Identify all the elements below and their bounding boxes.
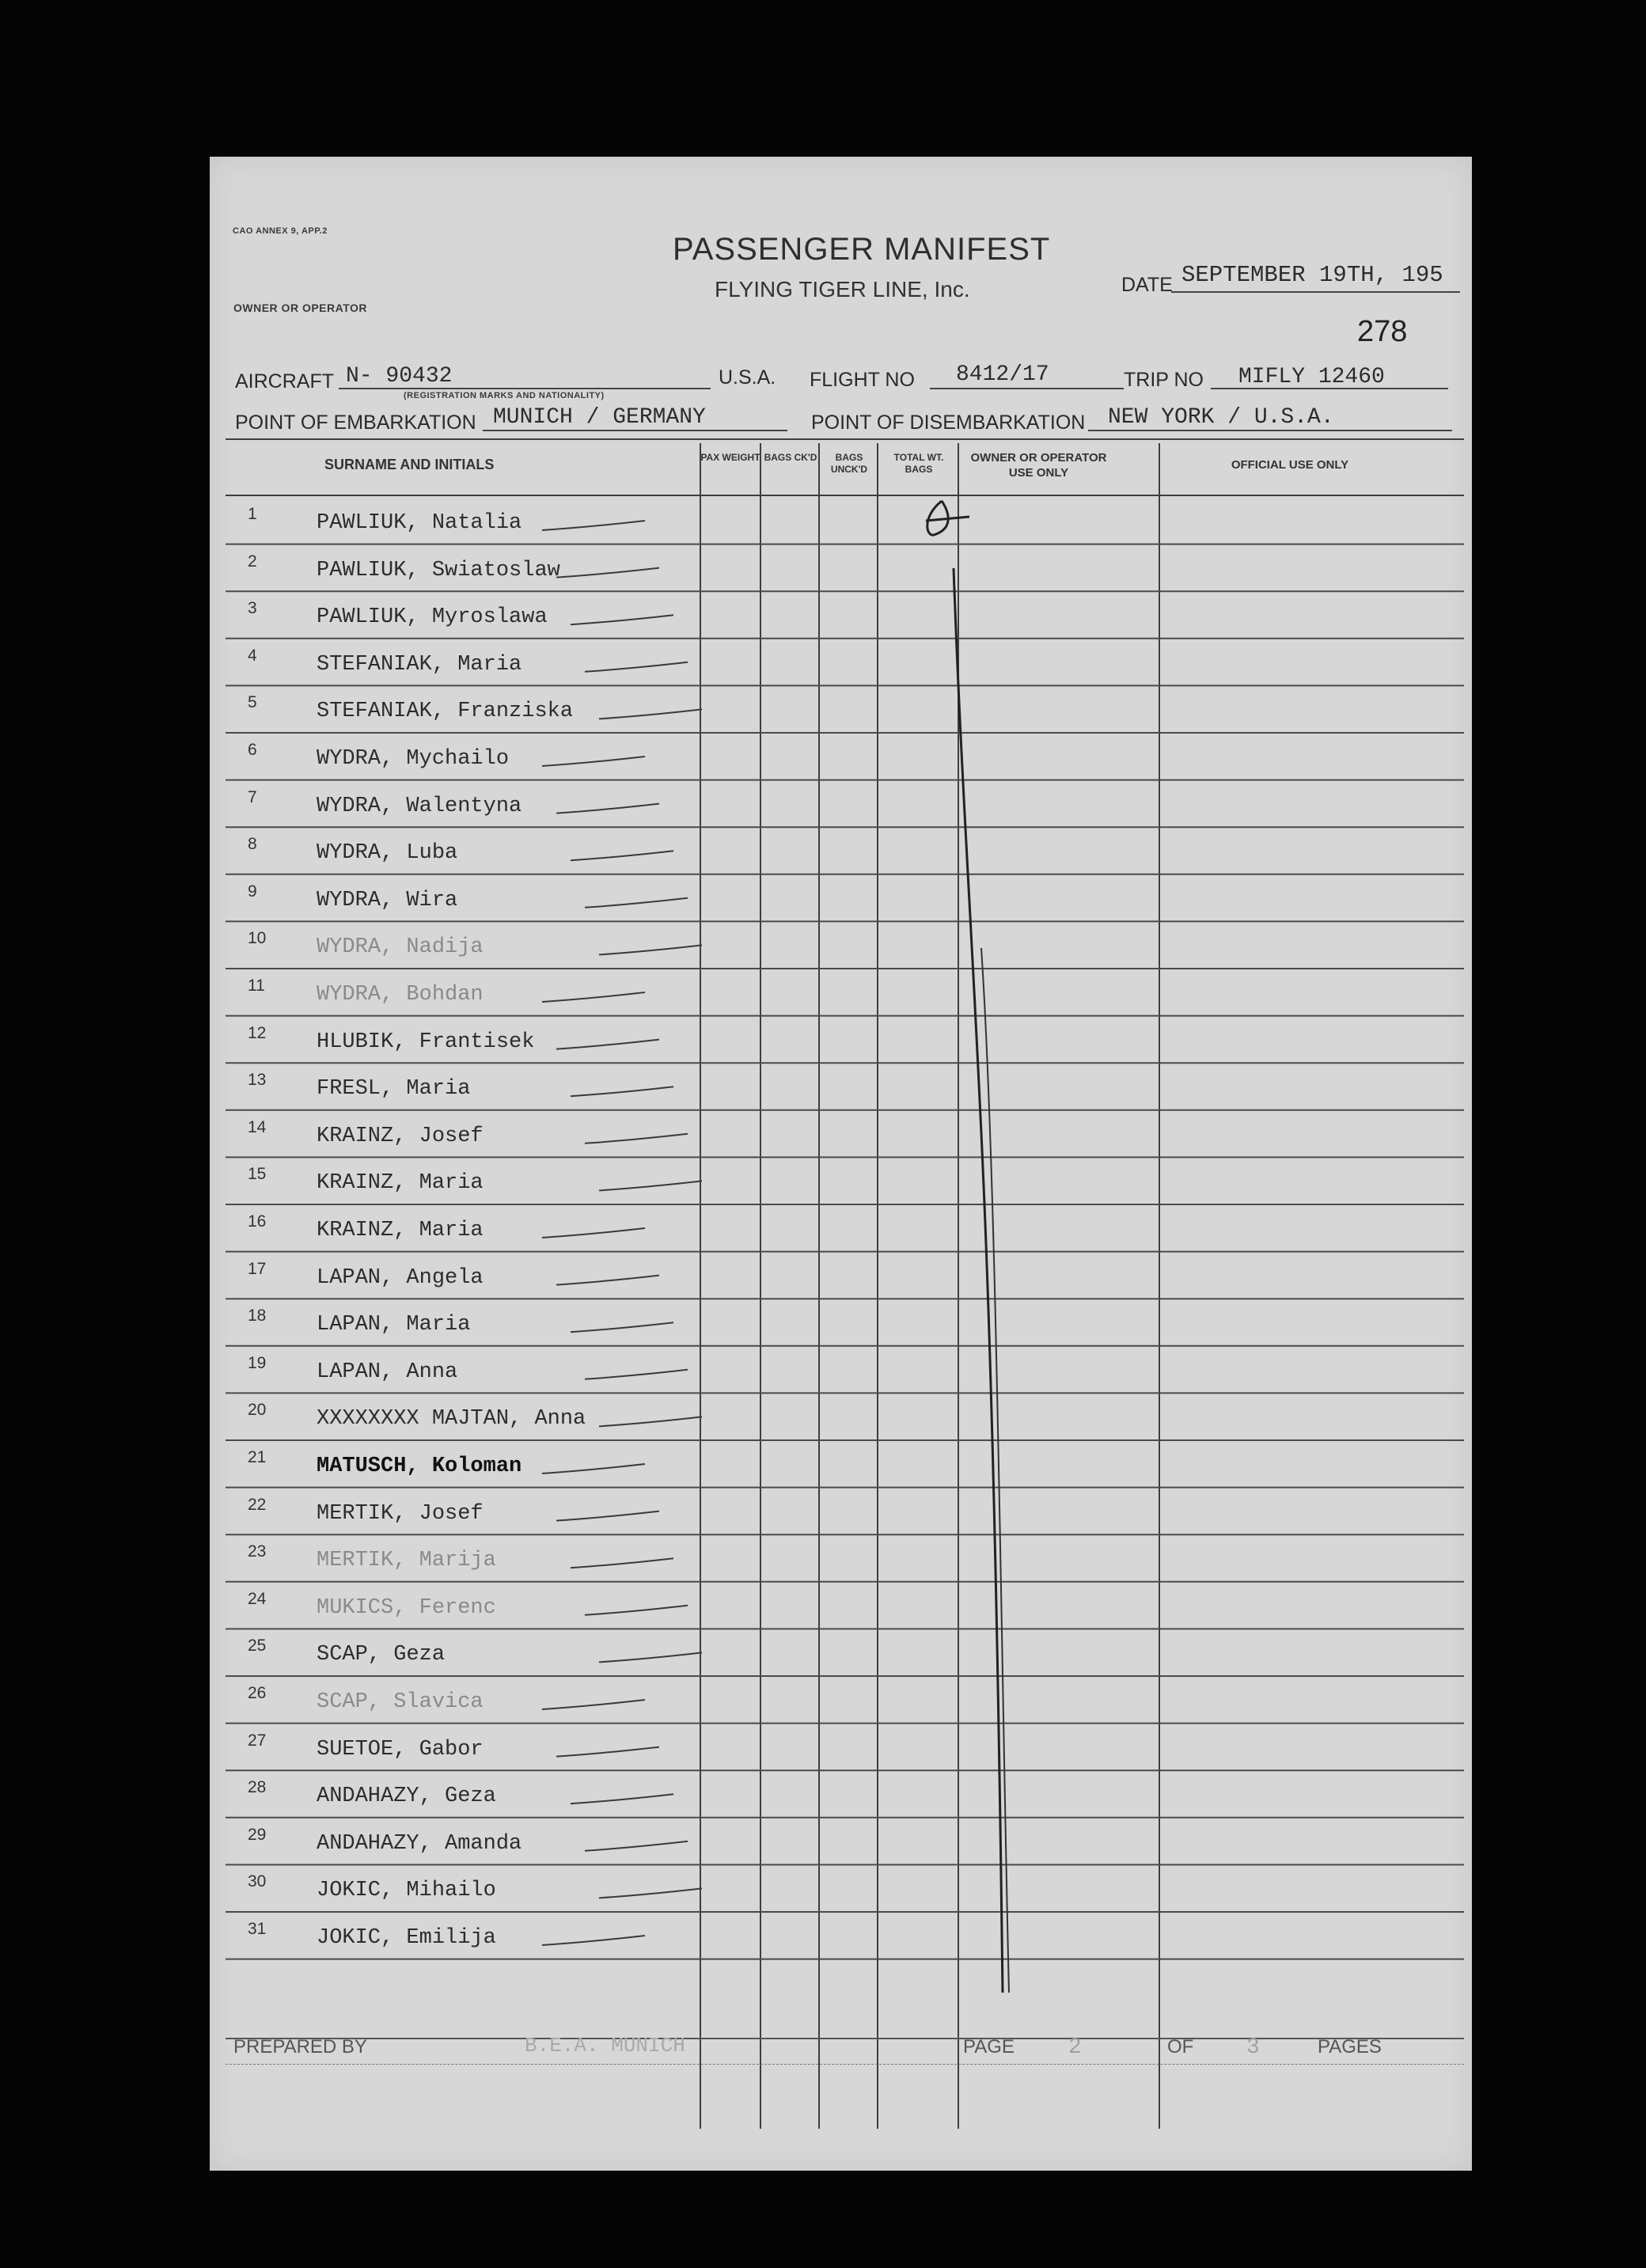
row-number: 2 bbox=[248, 552, 257, 571]
col-bags-ckd-header: BAGS CK'D bbox=[764, 452, 817, 463]
row-number: 8 bbox=[248, 835, 257, 854]
passenger-name: ANDAHAZY, Geza bbox=[317, 1784, 496, 1809]
passenger-name: XXXXXXXX MAJTAN, Anna bbox=[317, 1407, 586, 1432]
passenger-name: MERTIK, Marija bbox=[317, 1549, 496, 1573]
passenger-name: KRAINZ, Maria bbox=[317, 1171, 484, 1196]
pencil-dash bbox=[599, 709, 702, 719]
pencil-dash bbox=[599, 1888, 702, 1898]
col-bags-unckd-header: BAGS UNCK'D bbox=[830, 452, 868, 475]
flight-value: 8412/17 bbox=[956, 362, 1049, 387]
passenger-name: MATUSCH, Koloman bbox=[317, 1454, 522, 1478]
manifest-sheet bbox=[210, 157, 1472, 2171]
passenger-name: WYDRA, Luba bbox=[317, 841, 458, 866]
row-number: 23 bbox=[248, 1542, 267, 1561]
pencil-dash bbox=[585, 898, 688, 908]
pencil-dash bbox=[571, 615, 673, 624]
pencil-dash bbox=[542, 1936, 645, 1945]
page-stamp-number: 278 bbox=[1357, 315, 1408, 348]
row-number: 26 bbox=[248, 1684, 267, 1702]
pencil-dash bbox=[585, 1134, 688, 1143]
pencil-dash bbox=[585, 1606, 688, 1615]
row-number: 28 bbox=[248, 1778, 267, 1797]
disembark-label: POINT OF DISEMBARKATION bbox=[811, 412, 1086, 434]
pencil-dash bbox=[571, 1794, 673, 1803]
pencil-dash bbox=[542, 1228, 645, 1238]
row-number: 12 bbox=[248, 1023, 267, 1042]
passenger-name: ANDAHAZY, Amanda bbox=[317, 1831, 522, 1856]
row-number: 15 bbox=[248, 1165, 267, 1184]
row-number: 6 bbox=[248, 741, 257, 759]
passenger-name: FRESL, Maria bbox=[317, 1077, 471, 1102]
row-number: 31 bbox=[248, 1920, 267, 1938]
pencil-dash bbox=[542, 1700, 645, 1709]
passenger-name: WYDRA, Walentyna bbox=[317, 794, 522, 818]
page-label: PAGE bbox=[963, 2036, 1015, 2058]
passenger-name: WYDRA, Nadija bbox=[317, 935, 484, 960]
pencil-dash bbox=[585, 1370, 688, 1379]
row-number: 11 bbox=[248, 977, 265, 995]
passenger-name: STEFANIAK, Franziska bbox=[317, 700, 574, 724]
aircraft-label: AIRCRAFT bbox=[235, 370, 334, 393]
pencil-dash bbox=[542, 1464, 645, 1473]
row-number: 3 bbox=[248, 599, 257, 618]
pencil-dash bbox=[556, 1040, 659, 1049]
pencil-dash bbox=[585, 662, 688, 672]
row-number: 21 bbox=[248, 1448, 267, 1466]
pencil-dash bbox=[571, 1322, 673, 1332]
nationality-label: U.S.A. bbox=[719, 366, 776, 389]
passenger-name: WYDRA, Mychailo bbox=[317, 747, 510, 771]
pencil-dash bbox=[542, 992, 645, 1002]
pencil-dash bbox=[571, 1558, 673, 1568]
col-official-use-header: OFFICIAL USE ONLY bbox=[1231, 458, 1349, 472]
pencil-dash bbox=[599, 1652, 702, 1662]
pencil-dash bbox=[556, 804, 659, 814]
row-number: 17 bbox=[248, 1259, 267, 1278]
pencil-dash bbox=[556, 1511, 659, 1521]
col-pax-weight-header: PAX WEIGHT bbox=[700, 452, 760, 463]
passenger-name: LAPAN, Anna bbox=[317, 1360, 458, 1384]
pencil-dash bbox=[599, 945, 702, 954]
footer-rule-lower bbox=[226, 2064, 1464, 2065]
pencil-dash bbox=[599, 1417, 702, 1426]
row-number: 27 bbox=[248, 1731, 267, 1750]
row-number: 16 bbox=[248, 1212, 267, 1231]
trip-label: TRIP NO bbox=[1124, 369, 1204, 391]
embark-value: MUNICH / GERMANY bbox=[493, 405, 706, 430]
passenger-name: MERTIK, Josef bbox=[317, 1501, 484, 1526]
pencil-dash bbox=[571, 1087, 673, 1096]
row-number: 5 bbox=[248, 693, 257, 712]
passenger-name: SCAP, Slavica bbox=[317, 1690, 484, 1714]
embark-label: POINT OF EMBARKATION bbox=[235, 412, 476, 434]
flight-label: FLIGHT NO bbox=[810, 369, 915, 391]
row-number: 10 bbox=[248, 929, 267, 948]
date-label: DATE bbox=[1121, 274, 1173, 296]
footer-rule bbox=[226, 2038, 1464, 2039]
aircraft-value: N- 90432 bbox=[346, 364, 453, 389]
of-value: 3 bbox=[1246, 2035, 1260, 2060]
pencil-dash bbox=[556, 1276, 659, 1285]
date-value: SEPTEMBER 19TH, 195 bbox=[1181, 262, 1443, 288]
trip-value: MIFLY 12460 bbox=[1238, 365, 1385, 389]
pencil-dash bbox=[556, 1747, 659, 1757]
passenger-name: STEFANIAK, Maria bbox=[317, 652, 522, 677]
owner-label: OWNER OR OPERATOR bbox=[233, 302, 367, 314]
manifest-title: PASSENGER MANIFEST bbox=[673, 232, 1051, 267]
page-value: 2 bbox=[1068, 2035, 1082, 2060]
handwritten-mark bbox=[926, 501, 969, 535]
row-number: 25 bbox=[248, 1637, 267, 1655]
row-number: 9 bbox=[248, 882, 257, 901]
row-number: 22 bbox=[248, 1495, 267, 1514]
prepared-by-label: PREPARED BY bbox=[233, 2036, 367, 2058]
prepared-by-value: B.E.A. MUNICH bbox=[525, 2034, 685, 2058]
handwritten-vertical-line-2 bbox=[981, 948, 1009, 1993]
airline-name: FLYING TIGER LINE, Inc. bbox=[715, 277, 970, 302]
row-number: 24 bbox=[248, 1589, 267, 1608]
passenger-name: WYDRA, Wira bbox=[317, 888, 458, 912]
passenger-name: WYDRA, Bohdan bbox=[317, 983, 484, 1007]
pencil-dash bbox=[571, 851, 673, 860]
passenger-name: PAWLIUK, Myroslawa bbox=[317, 605, 548, 630]
col-surname-header: SURNAME AND INITIALS bbox=[324, 457, 495, 472]
row-number: 13 bbox=[248, 1071, 267, 1090]
row-number: 1 bbox=[248, 505, 257, 523]
passenger-name: JOKIC, Emilija bbox=[317, 1926, 496, 1950]
passenger-name: HLUBIK, Frantisek bbox=[317, 1030, 535, 1054]
passenger-name: SCAP, Geza bbox=[317, 1643, 446, 1667]
passenger-name: PAWLIUK, Swiatoslaw bbox=[317, 558, 560, 582]
passenger-name: KRAINZ, Josef bbox=[317, 1124, 484, 1148]
of-label: OF bbox=[1167, 2036, 1194, 2058]
pencil-dash bbox=[556, 568, 659, 578]
manifest-grid bbox=[210, 157, 1472, 2171]
row-number: 7 bbox=[248, 787, 257, 806]
row-number: 4 bbox=[248, 646, 257, 665]
annex-label: CAO ANNEX 9, APP.2 bbox=[233, 226, 328, 236]
passenger-name: LAPAN, Angela bbox=[317, 1265, 484, 1290]
disembark-value: NEW YORK / U.S.A. bbox=[1108, 405, 1334, 430]
row-number: 18 bbox=[248, 1307, 267, 1326]
pages-label: PAGES bbox=[1318, 2036, 1382, 2058]
row-number: 29 bbox=[248, 1825, 267, 1844]
col-total-wt-header: TOTAL WT. BAGS bbox=[893, 452, 944, 475]
passenger-name: JOKIC, Mihailo bbox=[317, 1879, 496, 1903]
row-number: 30 bbox=[248, 1872, 267, 1891]
registration-note: (REGISTRATION MARKS AND NATIONALITY) bbox=[404, 391, 605, 400]
col-owner-use-header: OWNER OR OPERATOR USE ONLY bbox=[970, 451, 1107, 480]
passenger-name: PAWLIUK, Natalia bbox=[317, 511, 522, 535]
pencil-dash bbox=[542, 521, 645, 530]
passenger-name: SUETOE, Gabor bbox=[317, 1737, 484, 1762]
passenger-name: LAPAN, Maria bbox=[317, 1313, 471, 1337]
row-number: 20 bbox=[248, 1401, 267, 1420]
row-number: 19 bbox=[248, 1353, 267, 1372]
pencil-dash bbox=[585, 1841, 688, 1851]
row-number: 14 bbox=[248, 1117, 267, 1136]
passenger-name: MUKICS, Ferenc bbox=[317, 1595, 496, 1620]
passenger-name: KRAINZ, Maria bbox=[317, 1219, 484, 1242]
pencil-dash bbox=[599, 1181, 702, 1190]
pencil-dash bbox=[542, 757, 645, 766]
